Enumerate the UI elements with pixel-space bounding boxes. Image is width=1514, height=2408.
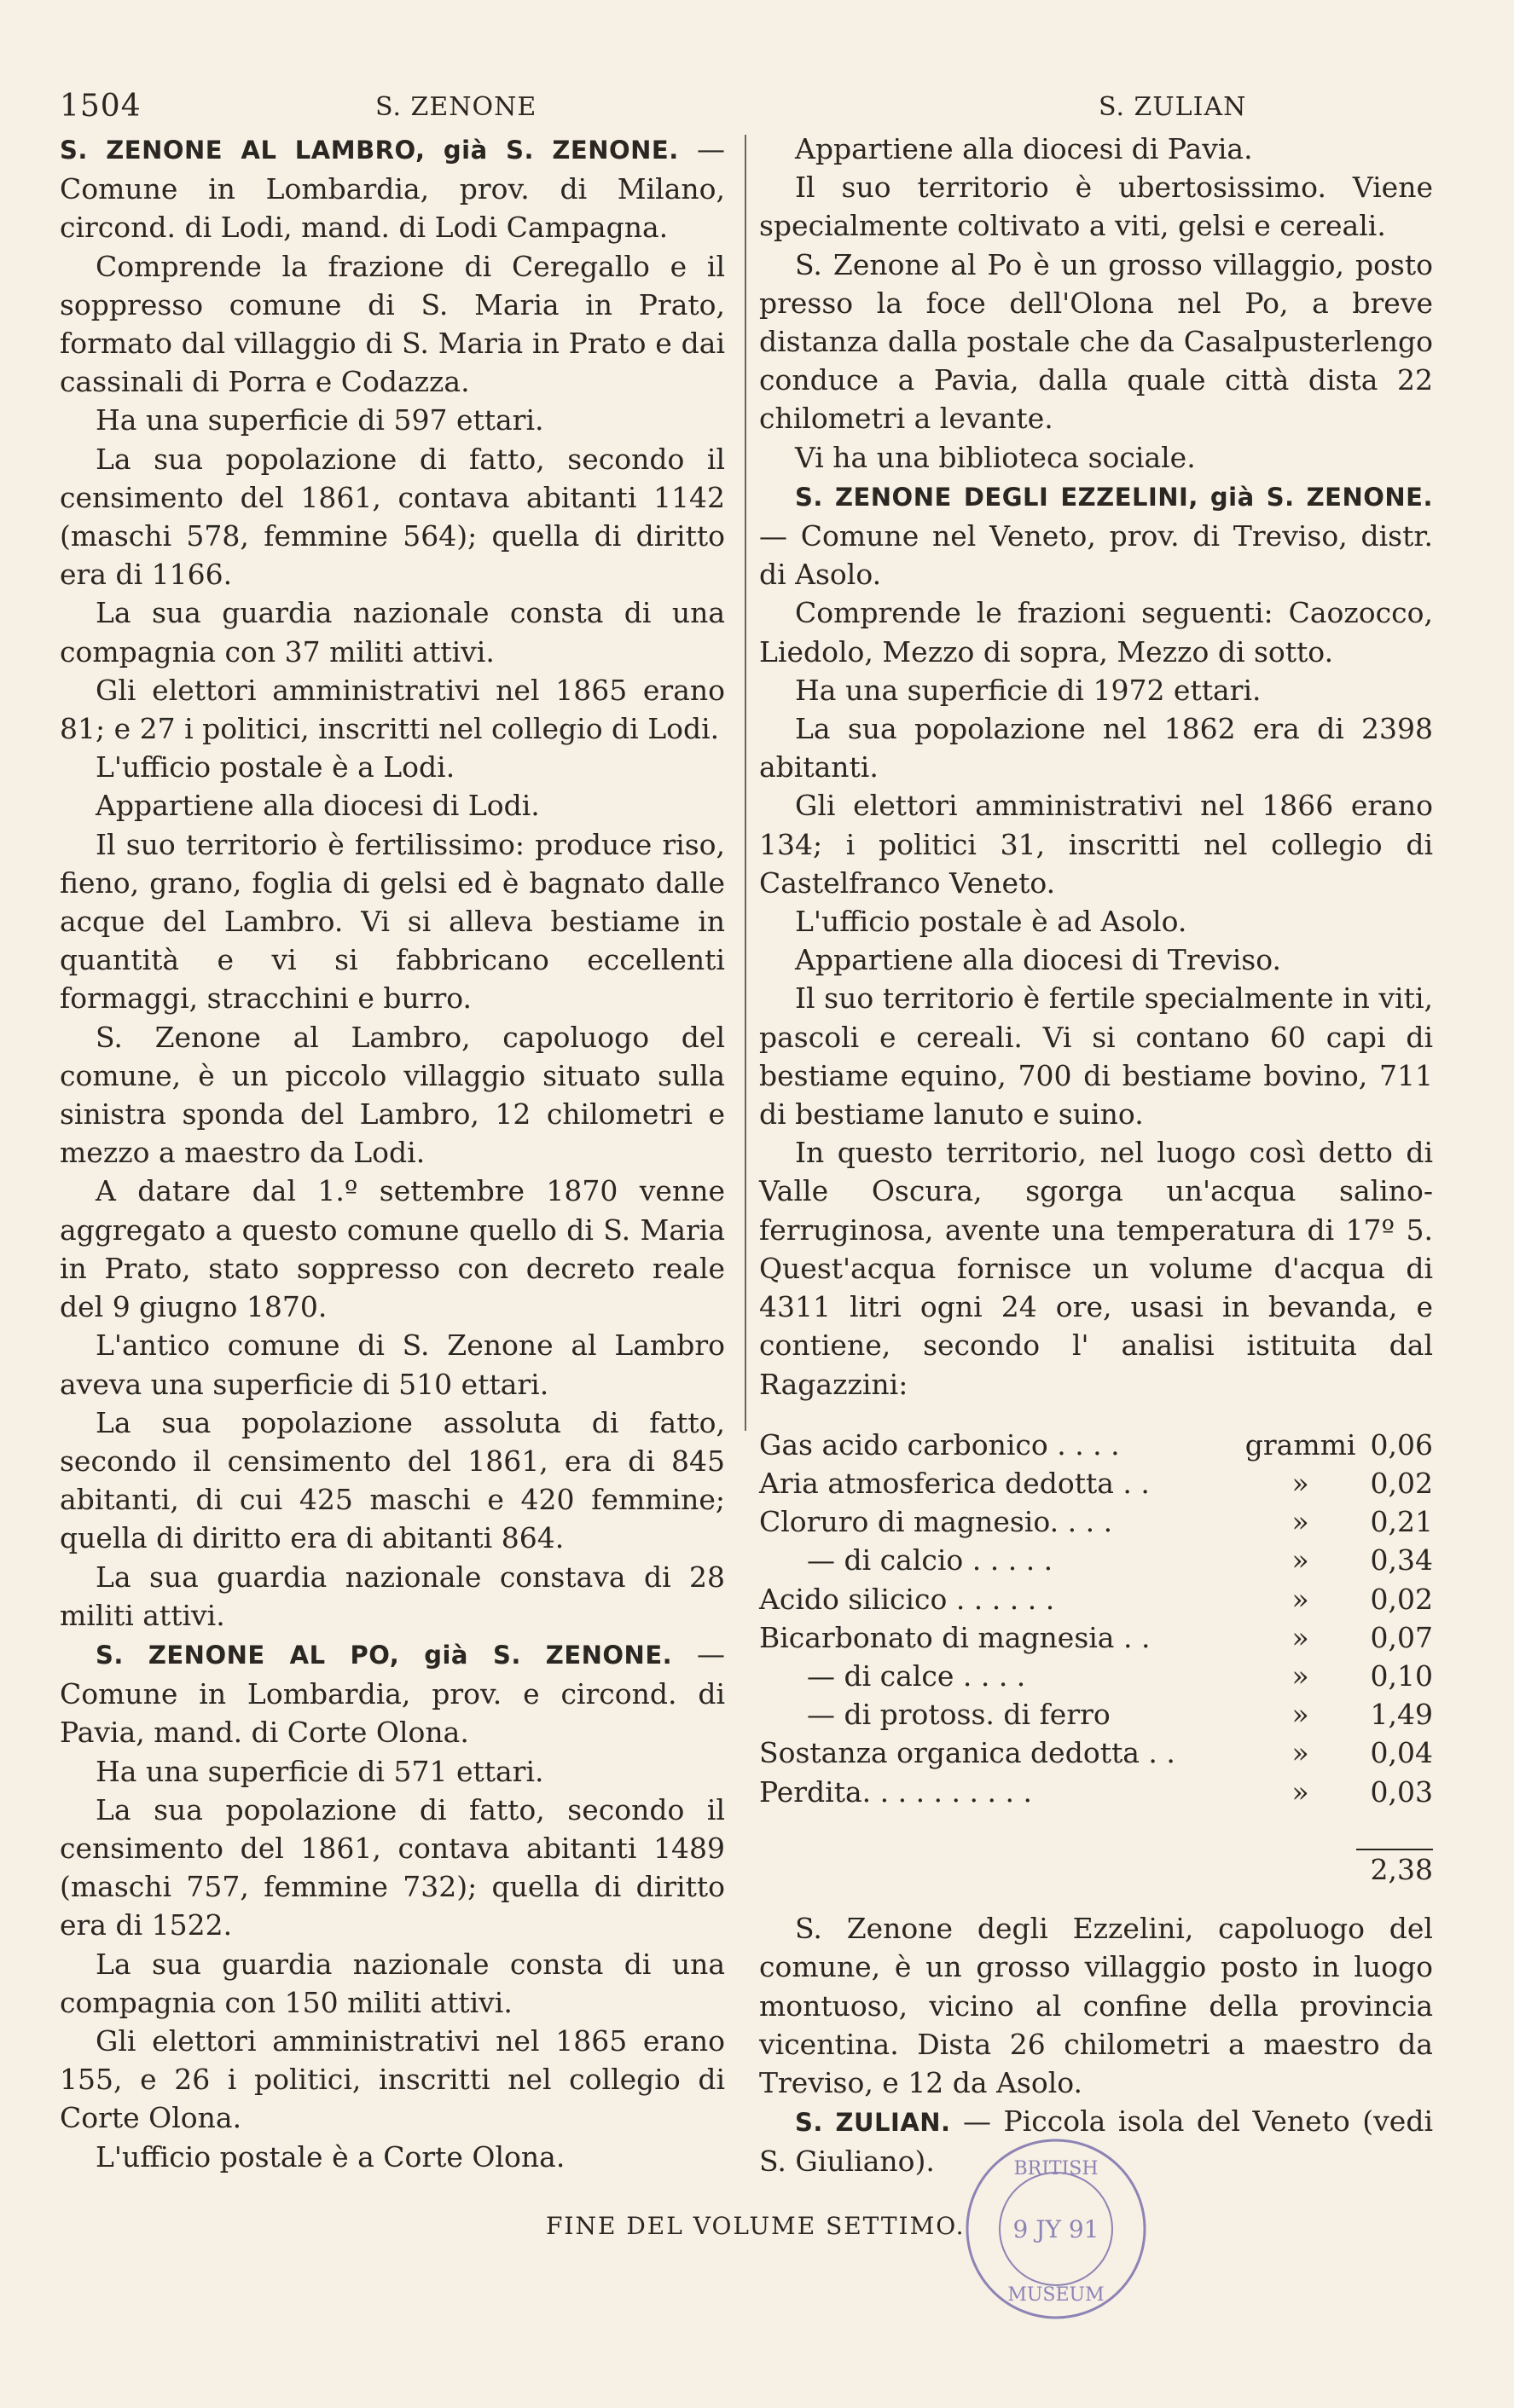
paragraph: Il suo territorio è ubertosissimo. Viene specialmente coltivato a viti, gelsi e cereali. [759,171,1433,243]
entry-intro: — Comune in Lombardia, prov. e circond. di Pavia, mand. di Corte Olona. [60,1636,725,1750]
right-column [759,130,1433,2181]
value: 0,02 [1370,1466,1433,1500]
substance-name: — di calcio . . . . . [807,1543,1053,1577]
table-row [759,1541,1433,1579]
paragraph: Gli elettori amministrativi nel 1865 erano 155, e 26 i politici, inscritti nel collegio di Corte Olona. [60,2023,725,2135]
value: 1,49 [1370,1698,1433,1732]
column-divider [745,135,746,1431]
value: 0,07 [1370,1620,1433,1654]
table-row [759,1502,1433,1541]
substance-name: Gas acido carbonico . . . . [759,1427,1120,1462]
paragraph: La sua guardia nazionale constava di 28 militi attivi. [60,1560,725,1632]
substance-name: Acido silicico . . . . . . [759,1582,1055,1616]
substance-name: Bicarbonato di magnesia . . [759,1620,1151,1654]
entry-intro: — Piccola isola del Veneto (vedi S. Giuliano). [759,2104,1433,2179]
unit: grammi [1244,1427,1356,1462]
stamp-top-text: BRITISH [1013,2158,1099,2179]
right-running-head: S. ZULIAN [1099,92,1247,122]
water-analysis-table [759,1426,1433,1889]
british-museum-stamp [957,2130,1155,2328]
entry-title: S. ZULIAN. [795,2108,951,2138]
paragraph: L'ufficio postale è a Lodi. [96,750,455,784]
sum-rule [1356,1811,1433,1849]
paragraph: In questo territorio, nel luogo così detto di Valle Oscura, sgorga un'acqua salino-ferruginosa, avente una temperatura di 17º 5. Quest'acqua fornisce un volume d'acqua di 4311 litri ogni 24 ore, usasi in bevanda, e contiene, secondo l' analisi istituita dal Ragazzini: [759,1136,1433,1401]
table-spacer [759,1811,1245,1849]
unit: » [1291,1505,1309,1539]
paragraph: Comprende la frazione di Ceregallo e il soppresso comune di S. Maria in Prato, formato dal villaggio di S. Maria in Prato e dai cassinali di Porra e Codazza. [60,249,725,399]
left-column [60,130,725,2176]
substance-name: — di calce . . . . [807,1658,1026,1693]
value: 0,03 [1370,1774,1433,1809]
paragraph: Gli elettori amministrativi nel 1865 erano 81; e 27 i politici, inscritti nel collegio di Lodi. [60,673,725,746]
paragraph: La sua popolazione di fatto, secondo il censimento del 1861, contava abitanti 1142 (maschi 578, femmine 564); quella di diritto era di 1166. [60,442,725,592]
table-spacer [759,1849,1245,1889]
table-row [759,1657,1433,1695]
value: 0,06 [1370,1427,1433,1462]
value: 0,04 [1370,1736,1433,1770]
paragraph: Ha una superficie di 1972 ettari. [795,673,1262,707]
paragraph: La sua guardia nazionale consta di una compagnia con 150 militi attivi. [60,1947,725,2019]
value: 0,21 [1370,1505,1433,1539]
table-row [759,1734,1433,1772]
entry-title: S. ZENONE DEGLI EZZELINI, già S. ZENONE. [795,482,1433,512]
unit: » [1291,1466,1309,1500]
left-running-head: S. ZENONE [375,92,537,122]
table-row [759,1464,1433,1502]
paragraph: Appartiene alla diocesi di Treviso. [795,943,1282,977]
table-row [759,1580,1433,1618]
table-total-row [759,1849,1433,1889]
entry-san-zenone-al-po [60,1635,725,1752]
paragraph: Ha una superficie di 597 ettari. [96,403,544,437]
entry-san-zenone-al-lambro [60,130,725,247]
paragraph: Il suo territorio è fertile specialmente in viti, pascoli e cereali. Vi si contano 60 capi di bestiame equino, 700 di bestiame bovino, 711 di bestiame lanuto e suino. [759,981,1433,1132]
unit: » [1291,1543,1309,1577]
paragraph: Gli elettori amministrativi nel 1866 erano 134; i politici 31, inscritti nel collegio di Castelfranco Veneto. [759,789,1433,900]
paragraph: Comprende le frazioni seguenti: Caozocco, Liedolo, Mezzo di sopra, Mezzo di sotto. [759,596,1433,669]
unit: » [1291,1736,1309,1770]
volume-end-note: FINE DEL VOLUME SETTIMO. [546,2212,966,2240]
unit: » [1291,1582,1309,1616]
table-total-row [759,1811,1433,1849]
entry-san-zenone-degli-ezzelini [759,477,1433,594]
page-header [60,89,1441,126]
unit: » [1291,1774,1309,1809]
paragraph: Appartiene alla diocesi di Lodi. [96,789,540,823]
table-row [759,1695,1433,1734]
entry-intro: — Comune in Lombardia, prov. di Milano, circond. di Lodi, mand. di Lodi Campagna. [60,132,725,245]
paragraph: La sua popolazione nel 1862 era di 2398 abitanti. [759,712,1433,784]
paragraph: La sua guardia nazionale consta di una compagnia con 37 militi attivi. [60,596,725,669]
stamp-bottom-text: MUSEUM [1007,2284,1105,2306]
stamp-date: 9 JY 91 [1012,2215,1099,2243]
paragraph: L'ufficio postale è ad Asolo. [795,905,1187,939]
entry-title: S. ZENONE AL LAMBRO, già S. ZENONE. [60,136,679,165]
paragraph: La sua popolazione assoluta di fatto, secondo il censimento del 1861, era di 845 abitanti, di cui 425 maschi e 420 femmine; quella di diritto era di abitanti 864. [60,1405,725,1555]
paragraph: A datare dal 1.º settembre 1870 venne aggregato a questo comune quello di S. Maria in Prato, stato soppresso con decreto reale del 9 giugno 1870. [60,1174,725,1324]
paragraph: La sua popolazione di fatto, secondo il censimento del 1861, contava abitanti 1489 (maschi 757, femmine 732); quella di diritto era di 1522. [60,1792,725,1942]
substance-name: Cloruro di magnesio. . . . [759,1505,1113,1539]
paragraph: Vi ha una biblioteca sociale. [795,440,1196,474]
table-row [759,1773,1433,1811]
table-spacer [1245,1811,1356,1849]
substance-name: — di protoss. di ferro [807,1698,1111,1732]
substance-name: Aria atmosferica dedotta . . [759,1466,1150,1500]
table-spacer [1245,1849,1356,1889]
paragraph: L'ufficio postale è a Corte Olona. [96,2139,566,2174]
substance-name: Sostanza organica dedotta . . [759,1736,1175,1770]
value: 0,10 [1370,1658,1433,1693]
unit: » [1291,1698,1309,1732]
table-row [759,1618,1433,1657]
unit: » [1291,1658,1309,1693]
paragraph: Il suo territorio è fertilissimo: produce riso, fieno, grano, foglia di gelsi ed è bagnato dalle acque del Lambro. Vi si alleva bestiame in quantità e vi si fabbricano eccellenti formaggi, stracchini e burro. [60,827,725,1016]
value: 0,34 [1370,1543,1433,1577]
paragraph: S. Zenone al Po è un grosso villaggio, posto presso la foce dell'Olona nel Po, a breve distanza dalla postale che da Casalpusterlengo conduce a Pavia, dalla quale città dista 22 chilometri a levante. [759,247,1433,436]
table-row [759,1426,1433,1464]
unit: » [1291,1620,1309,1654]
page-number: 1504 [60,89,142,124]
total-value: 2,38 [1356,1849,1433,1889]
paragraph: Ha una superficie di 571 ettari. [96,1754,544,1788]
value: 0,02 [1370,1582,1433,1616]
substance-name: Perdita. . . . . . . . . . [759,1774,1032,1809]
paragraph: L'antico comune di S. Zenone al Lambro aveva una superficie di 510 ettari. [60,1328,725,1401]
entry-title: S. ZENONE AL PO, già S. ZENONE. [96,1640,673,1670]
paragraph: Appartiene alla diocesi di Pavia. [795,132,1253,165]
paragraph: S. Zenone al Lambro, capoluogo del comune, è un piccolo villaggio situato sulla sinistra sponda del Lambro, 12 chilometri e mezzo a maestro da Lodi. [60,1020,725,1170]
entry-intro: — Comune nel Veneto, prov. di Treviso, distr. di Asolo. [759,519,1433,592]
paragraph: S. Zenone degli Ezzelini, capoluogo del comune, è un grosso villaggio posto in luogo montuoso, vicino al confine della provincia vicentina. Dista 26 chilometri a maestro da Treviso, e 12 da Asolo. [759,1912,1433,2099]
